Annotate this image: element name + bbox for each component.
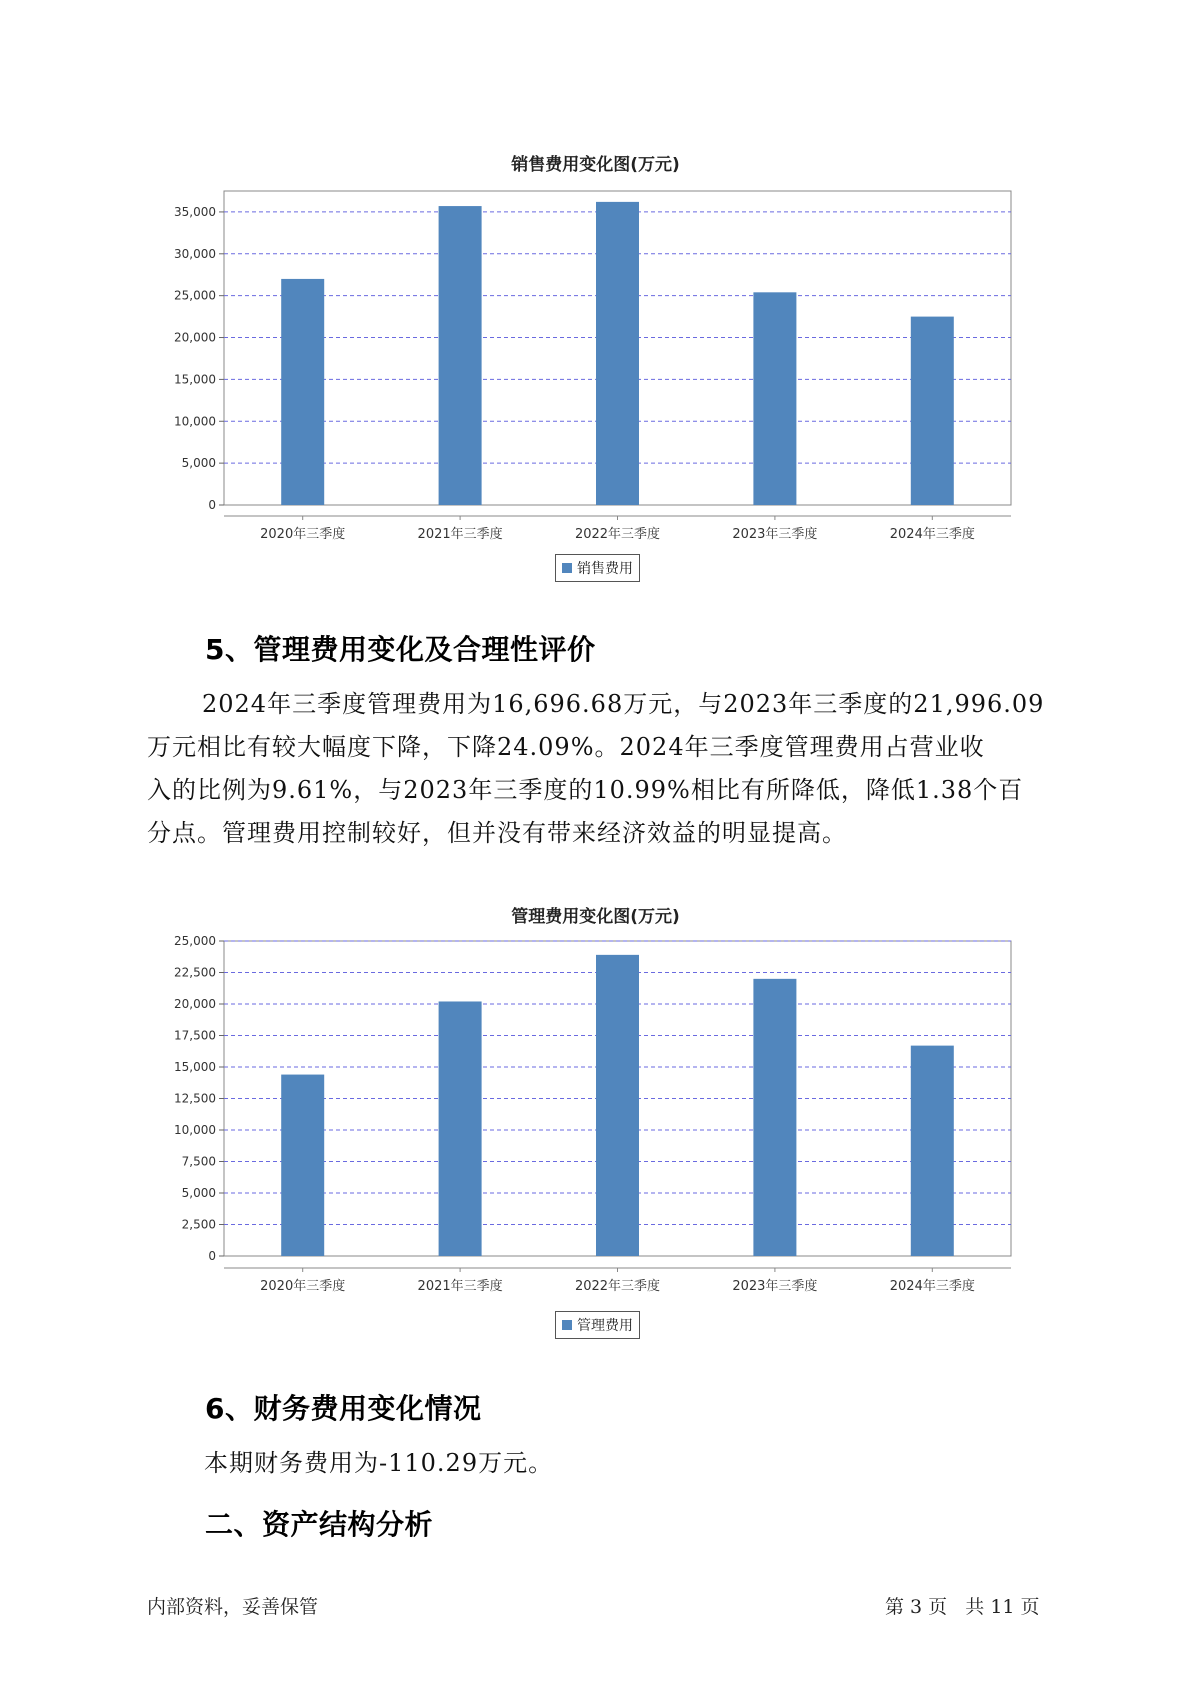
y-tick-label: 0 [208,498,216,512]
x-tick-label: 2021年三季度 [417,527,503,542]
bar [281,1075,324,1256]
y-tick-label: 15,000 [174,1060,216,1074]
legend-label: 管理费用 [577,1318,633,1334]
x-tick-label: 2020年三季度 [260,527,346,542]
legend-label: 销售费用 [577,561,633,577]
y-tick-label: 30,000 [174,246,216,261]
y-tick-label: 0 [208,1249,216,1263]
bar [911,1046,954,1256]
bar [753,979,796,1256]
bar [596,955,639,1256]
y-tick-label: 5,000 [181,1186,216,1200]
section-6-heading: 6、财务费用变化情况 [205,1392,482,1425]
section-6-text: 本期财务费用为-110.29万元。 [204,1449,554,1477]
x-tick-label: 2020年三季度 [260,1279,346,1294]
legend-swatch [562,1320,572,1330]
y-tick-label: 20,000 [174,330,216,345]
y-tick-label: 7,500 [181,1154,216,1169]
y-tick-label: 20,000 [174,997,216,1011]
section-5-line-2: 万元相比有较大幅度下降，下降24.09%。2024年三季度管理费用占营业收 [147,733,985,761]
x-tick-label: 2023年三季度 [732,527,818,542]
section-5-line-3: 入的比例为9.61%，与2023年三季度的10.99%相比有所降低，降低1.38个百 [147,776,1024,804]
y-tick-label: 35,000 [174,204,216,219]
section-5-line-4: 分点。管理费用控制较好，但并没有带来经济效益的明显提高。 [147,819,847,847]
y-tick-label: 17,500 [174,1028,216,1043]
admin-expense-chart-title: 管理费用变化图(万元) [511,907,680,927]
bar [439,1001,482,1256]
y-tick-label: 22,500 [174,965,216,980]
footer-page-number: 第 3 页 共 11 页 [885,1596,1040,1618]
x-tick-label: 2024年三季度 [889,527,975,542]
y-tick-label: 10,000 [174,1123,216,1137]
section-5-line-1: 2024年三季度管理费用为16,696.68万元，与2023年三季度的21,996.09 [202,690,1045,718]
y-tick-label: 5,000 [181,456,216,471]
y-tick-label: 25,000 [174,934,216,948]
y-tick-label: 25,000 [174,288,216,303]
y-tick-label: 10,000 [174,414,216,429]
x-tick-label: 2021年三季度 [417,1279,503,1294]
x-tick-label: 2022年三季度 [574,527,661,542]
x-tick-label: 2023年三季度 [732,1279,818,1294]
section-5-heading: 5、管理费用变化及合理性评价 [205,633,596,666]
admin-expense-legend [555,1311,640,1339]
section-two-heading: 二、资产结构分析 [205,1508,434,1541]
x-tick-label: 2022年三季度 [574,1279,661,1294]
y-tick-label: 2,500 [181,1217,216,1232]
sales-expense-chart-title: 销售费用变化图(万元) [511,155,680,175]
x-tick-label: 2024年三季度 [889,1279,975,1294]
footer-left: 内部资料，妥善保管 [147,1596,319,1618]
y-tick-label: 15,000 [174,372,216,387]
y-tick-label: 12,500 [174,1091,216,1106]
